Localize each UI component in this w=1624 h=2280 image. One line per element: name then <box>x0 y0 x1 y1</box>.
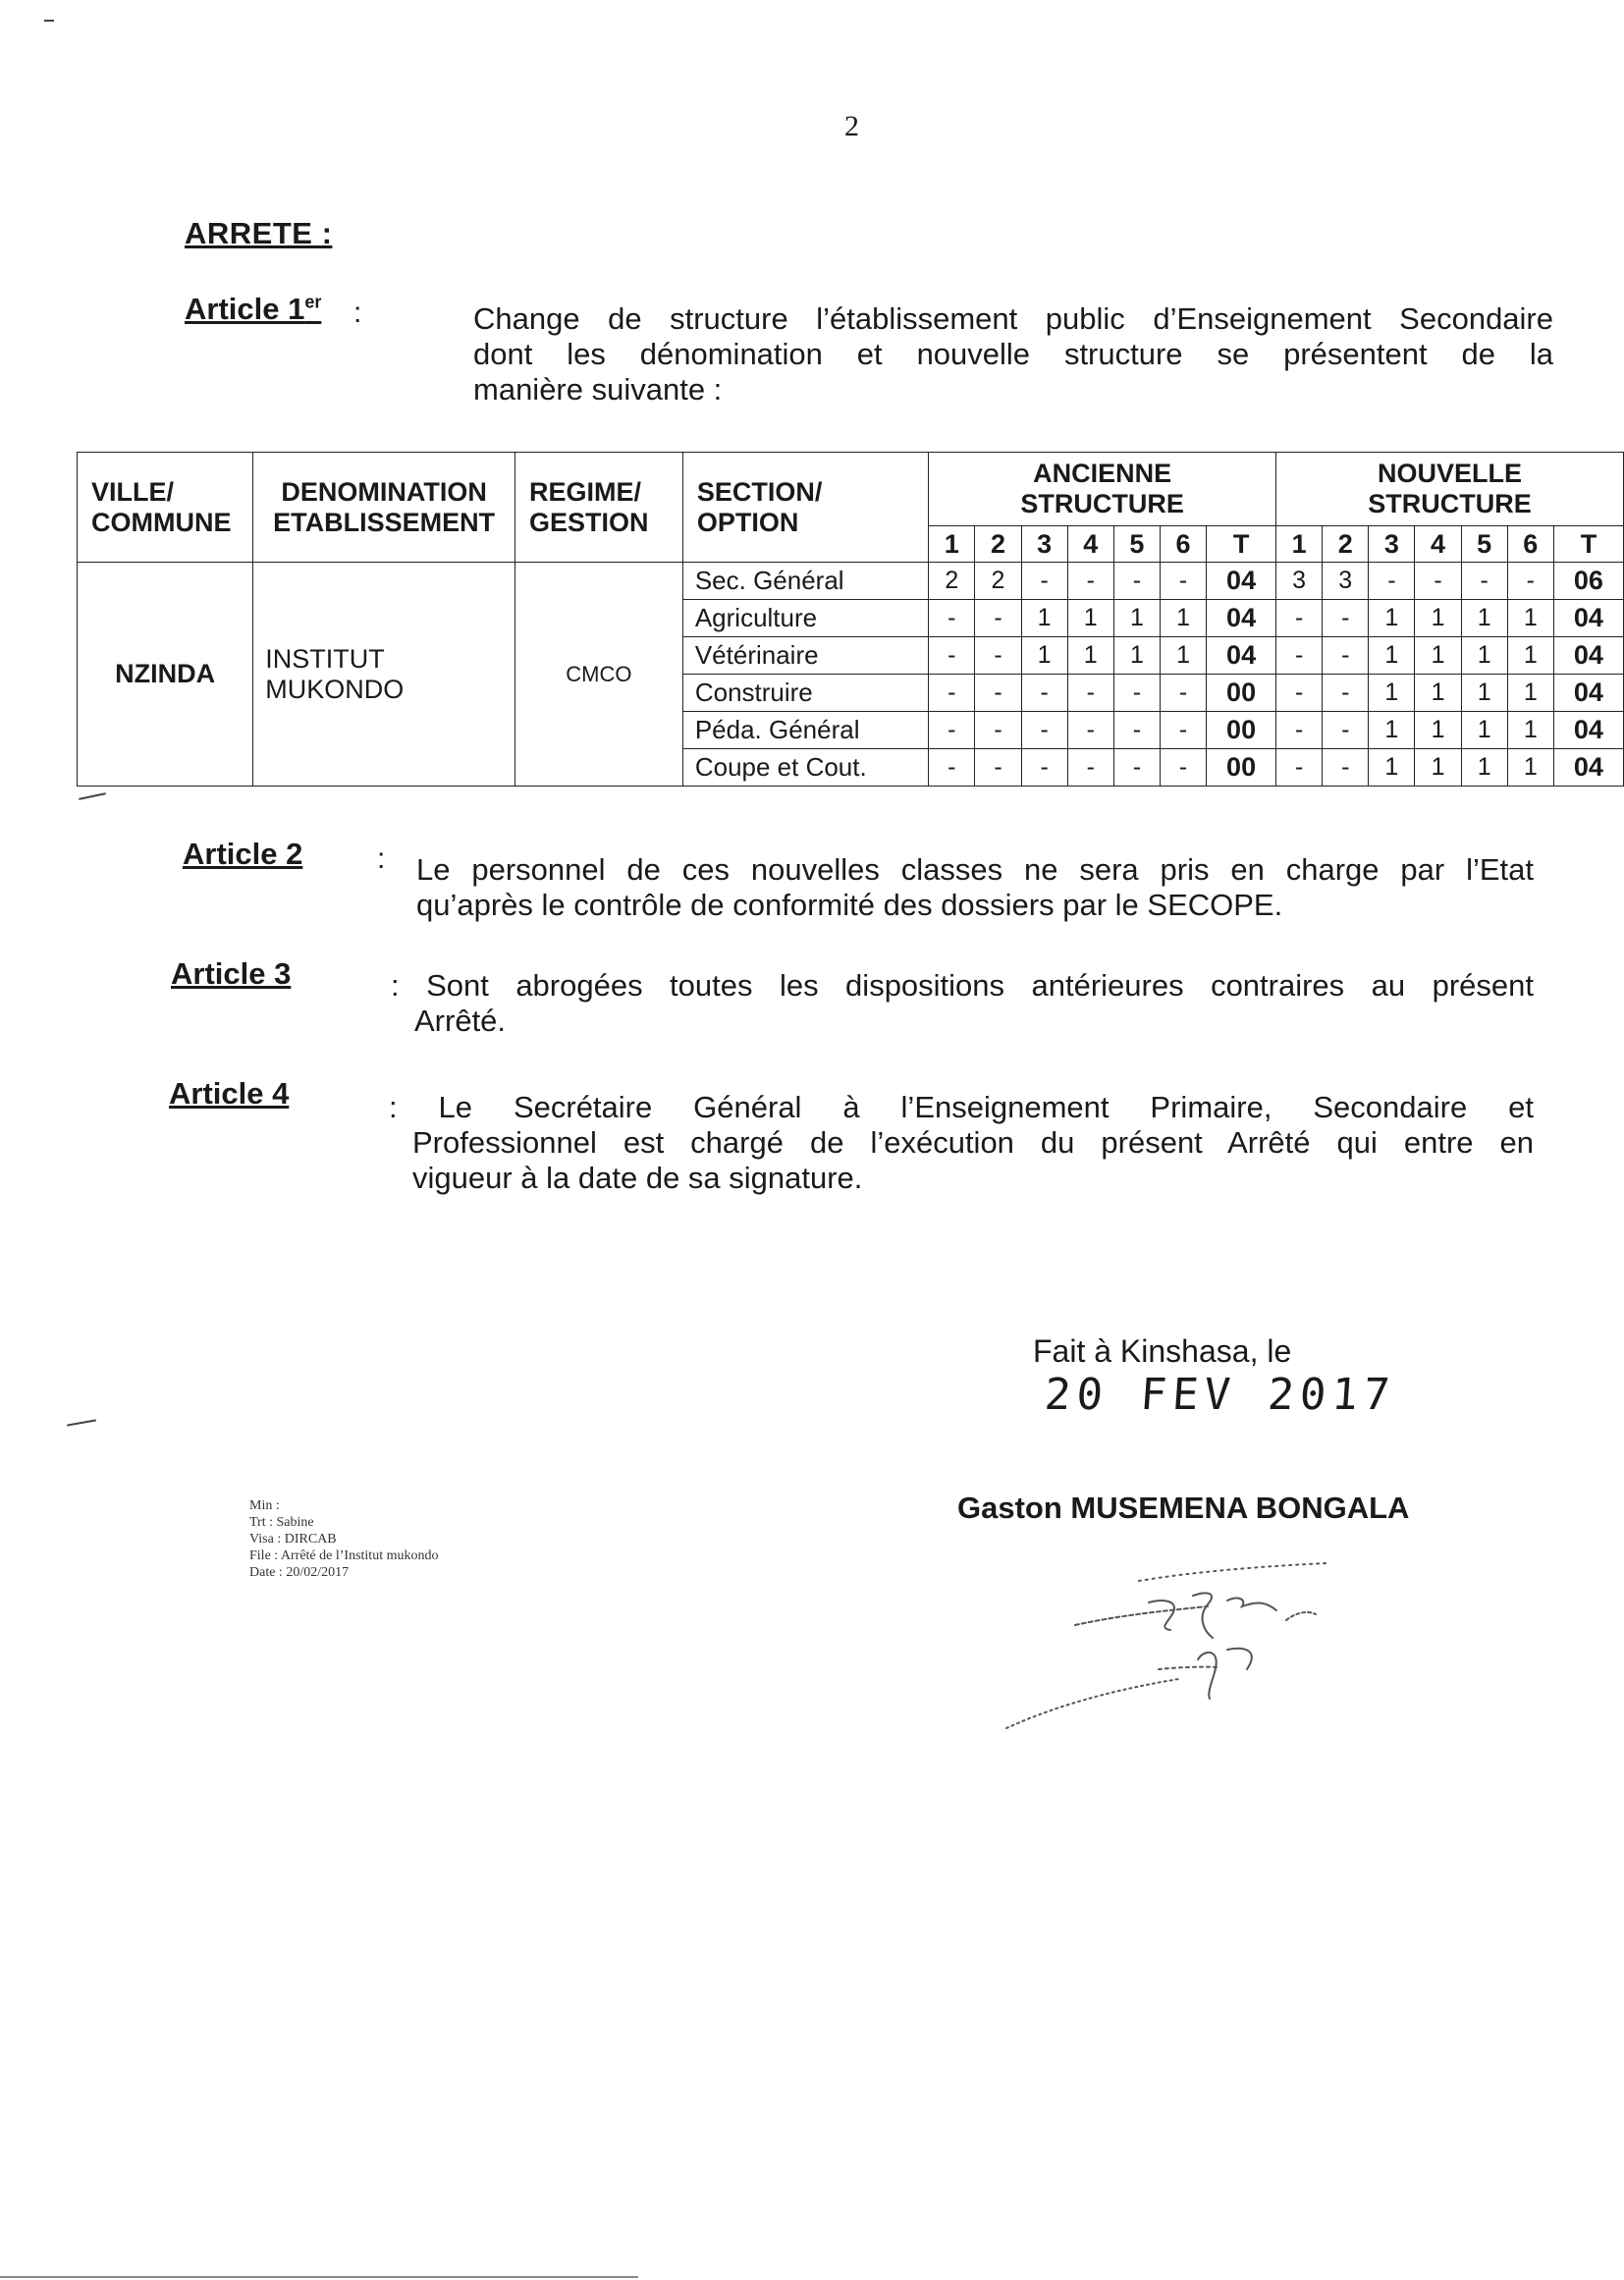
scan-mark <box>67 1419 96 1426</box>
article-4-line: Professionnel est chargé de l’exécution du présent Arrêté qui entre en <box>412 1125 1534 1160</box>
ancienne-total-cell: 00 <box>1207 712 1276 749</box>
ancienne-count-cell: - <box>975 712 1021 749</box>
header-denomination <box>253 453 515 563</box>
header-text: NOUVELLE <box>1378 459 1523 489</box>
column-number: 1 <box>1276 526 1323 563</box>
ancienne-count-cell: 1 <box>1021 600 1067 637</box>
nouvelle-count-cell: - <box>1323 600 1369 637</box>
nouvelle-count-cell: - <box>1323 712 1369 749</box>
article-3-label: Article 3 <box>171 956 292 991</box>
article-1-line: Change de structure l’établissement public d’Enseignement Secondaire <box>473 301 1553 336</box>
option-cell: Vétérinaire <box>682 637 928 675</box>
meta-line: Trt : Sabine <box>249 1515 314 1530</box>
page-number: 2 <box>844 110 859 142</box>
structure-table-wrapper <box>77 452 1624 787</box>
nouvelle-count-cell: 1 <box>1369 712 1415 749</box>
header-text: VILLE/ <box>91 476 175 507</box>
nouvelle-count-cell: - <box>1369 563 1415 600</box>
article-4-text <box>389 1090 1534 1196</box>
scan-mark <box>44 20 54 22</box>
header-ville-commune <box>78 453 253 563</box>
ancienne-total-cell: 04 <box>1207 600 1276 637</box>
nouvelle-count-cell: - <box>1323 749 1369 787</box>
ancienne-count-cell: - <box>975 637 1021 675</box>
nouvelle-count-cell: 1 <box>1507 749 1553 787</box>
nouvelle-count-cell: 1 <box>1369 749 1415 787</box>
header-text: REGIME/ <box>528 476 641 507</box>
document-meta <box>249 1497 438 1581</box>
nouvelle-total-cell: 06 <box>1553 563 1623 600</box>
bottom-rule <box>0 2276 638 2278</box>
article-3-line: : Sont abrogées toutes les dispositions antérieures contraires au présent <box>391 968 1534 1003</box>
nouvelle-count-cell: 1 <box>1507 675 1553 712</box>
nouvelle-count-cell: 1 <box>1461 712 1507 749</box>
nouvelle-count-cell: 1 <box>1461 749 1507 787</box>
column-number: 3 <box>1369 526 1415 563</box>
column-number: 6 <box>1507 526 1553 563</box>
meta-line: Date : 20/02/2017 <box>249 1565 350 1580</box>
ancienne-count-cell: 1 <box>1067 637 1113 675</box>
article-1-superscript: er <box>304 292 322 312</box>
article-2-label: Article 2 <box>183 837 303 871</box>
ancienne-count-cell: - <box>1021 749 1067 787</box>
ancienne-count-cell: - <box>1067 675 1113 712</box>
column-total: T <box>1207 526 1276 563</box>
ancienne-count-cell: 1 <box>1113 600 1160 637</box>
ancienne-count-cell: 2 <box>929 563 975 600</box>
option-cell: Péda. Général <box>682 712 928 749</box>
article-1-label <box>185 292 321 327</box>
ancienne-count-cell: - <box>1113 712 1160 749</box>
meta-line: Min : <box>249 1498 280 1513</box>
ville-cell: NZINDA <box>78 563 253 787</box>
header-text: ANCIENNE <box>1033 459 1172 489</box>
nouvelle-total-cell: 04 <box>1553 637 1623 675</box>
ancienne-count-cell: - <box>1113 675 1160 712</box>
column-number: 4 <box>1415 526 1461 563</box>
column-number: 4 <box>1067 526 1113 563</box>
header-regime-gestion <box>514 453 682 563</box>
option-cell: Sec. Général <box>682 563 928 600</box>
nouvelle-count-cell: 1 <box>1461 600 1507 637</box>
column-total: T <box>1553 526 1623 563</box>
ancienne-count-cell: - <box>1021 675 1067 712</box>
article-3-line: Arrêté. <box>414 1004 507 1038</box>
article-4-label: Article 4 <box>169 1076 290 1111</box>
ancienne-count-cell: - <box>1160 749 1206 787</box>
nouvelle-count-cell: 1 <box>1415 712 1461 749</box>
article-1-line: manière suivante : <box>473 372 723 407</box>
ancienne-count-cell: - <box>975 600 1021 637</box>
option-cell: Construire <box>682 675 928 712</box>
ancienne-count-cell: - <box>929 675 975 712</box>
decree-heading: ARRETE : <box>185 216 333 250</box>
handwritten-date: 20 FEV 2017 <box>1043 1370 1398 1420</box>
nouvelle-count-cell: 1 <box>1369 675 1415 712</box>
header-text: SECTION/ <box>696 476 823 507</box>
nouvelle-count-cell: 3 <box>1323 563 1369 600</box>
table-body <box>78 563 1624 787</box>
nouvelle-count-cell: 1 <box>1415 637 1461 675</box>
nouvelle-count-cell: - <box>1276 749 1323 787</box>
ancienne-count-cell: - <box>1113 563 1160 600</box>
nouvelle-count-cell: 1 <box>1507 637 1553 675</box>
nouvelle-count-cell: 1 <box>1369 600 1415 637</box>
signer-name: Gaston MUSEMENA BONGALA <box>957 1491 1410 1525</box>
option-cell: Coupe et Cout. <box>682 749 928 787</box>
article-2-text <box>416 852 1534 923</box>
denomination-line: MUKONDO <box>265 674 405 704</box>
article-3-text <box>391 968 1534 1039</box>
ancienne-count-cell: - <box>1160 712 1206 749</box>
ancienne-total-cell: 00 <box>1207 749 1276 787</box>
article-2-colon: : <box>377 842 386 875</box>
nouvelle-count-cell: 1 <box>1369 637 1415 675</box>
nouvelle-count-cell: 1 <box>1415 675 1461 712</box>
article-1-text <box>473 301 1553 407</box>
nouvelle-total-cell: 04 <box>1553 712 1623 749</box>
header-text: OPTION <box>696 507 799 537</box>
ancienne-count-cell: - <box>929 712 975 749</box>
regime-cell: CMCO <box>514 563 682 787</box>
nouvelle-count-cell: 1 <box>1461 675 1507 712</box>
nouvelle-count-cell: - <box>1507 563 1553 600</box>
article-1-line: dont les dénomination et nouvelle structure se présentent de la <box>473 337 1553 371</box>
ancienne-total-cell: 00 <box>1207 675 1276 712</box>
nouvelle-count-cell: 1 <box>1507 712 1553 749</box>
nouvelle-count-cell: - <box>1323 637 1369 675</box>
nouvelle-count-cell: - <box>1461 563 1507 600</box>
meta-line: Visa : DIRCAB <box>249 1532 337 1547</box>
header-text: STRUCTURE <box>1020 489 1184 519</box>
ancienne-count-cell: - <box>975 749 1021 787</box>
ancienne-count-cell: - <box>1113 749 1160 787</box>
ancienne-count-cell: - <box>929 600 975 637</box>
ancienne-count-cell: - <box>929 637 975 675</box>
ancienne-count-cell: - <box>1067 563 1113 600</box>
nouvelle-count-cell: 1 <box>1415 749 1461 787</box>
nouvelle-count-cell: 3 <box>1276 563 1323 600</box>
header-section-option <box>682 453 928 563</box>
ancienne-count-cell: - <box>975 675 1021 712</box>
nouvelle-count-cell: - <box>1415 563 1461 600</box>
header-ancienne-structure <box>929 453 1276 526</box>
nouvelle-count-cell: - <box>1323 675 1369 712</box>
ancienne-count-cell: - <box>1160 675 1206 712</box>
nouvelle-count-cell: - <box>1276 712 1323 749</box>
nouvelle-count-cell: - <box>1276 637 1323 675</box>
ancienne-count-cell: - <box>1067 712 1113 749</box>
place-text: Fait à Kinshasa, le <box>1033 1333 1292 1369</box>
nouvelle-count-cell: 1 <box>1415 600 1461 637</box>
ancienne-count-cell: - <box>1160 563 1206 600</box>
article-4-line: : Le Secrétaire Général à l’Enseignement Primaire, Secondaire et <box>389 1090 1534 1124</box>
ancienne-count-cell: - <box>1067 749 1113 787</box>
column-number: 2 <box>1323 526 1369 563</box>
nouvelle-count-cell: 1 <box>1461 637 1507 675</box>
ancienne-total-cell: 04 <box>1207 563 1276 600</box>
article-1-label-text: Article 1 <box>185 292 305 326</box>
column-number: 6 <box>1160 526 1206 563</box>
scan-mark <box>79 792 106 800</box>
nouvelle-total-cell: 04 <box>1553 749 1623 787</box>
nouvelle-count-cell: - <box>1276 675 1323 712</box>
header-nouvelle-structure <box>1276 453 1624 526</box>
header-text: STRUCTURE <box>1368 489 1532 519</box>
ancienne-count-cell: 1 <box>1113 637 1160 675</box>
nouvelle-count-cell: 1 <box>1507 600 1553 637</box>
denomination-cell <box>253 563 515 787</box>
ancienne-count-cell: 1 <box>1021 637 1067 675</box>
ancienne-count-cell: - <box>1021 712 1067 749</box>
structure-table <box>77 452 1624 787</box>
ancienne-count-cell: - <box>1021 563 1067 600</box>
article-2-line: qu’après le contrôle de conformité des dossiers par le SECOPE. <box>416 888 1283 922</box>
column-number: 2 <box>975 526 1021 563</box>
column-number: 5 <box>1461 526 1507 563</box>
ancienne-count-cell: 1 <box>1160 637 1206 675</box>
header-text: DENOMINATION <box>281 476 487 507</box>
header-text: COMMUNE <box>91 507 232 537</box>
signature-image <box>1001 1542 1414 1738</box>
meta-line: File : Arrêté de l’Institut mukondo <box>249 1548 439 1563</box>
place-and-date <box>1033 1333 1624 1420</box>
header-text: GESTION <box>528 507 649 537</box>
option-cell: Agriculture <box>682 600 928 637</box>
ancienne-count-cell: - <box>929 749 975 787</box>
column-number: 3 <box>1021 526 1067 563</box>
nouvelle-total-cell: 04 <box>1553 600 1623 637</box>
ancienne-count-cell: 1 <box>1067 600 1113 637</box>
nouvelle-total-cell: 04 <box>1553 675 1623 712</box>
nouvelle-count-cell: - <box>1276 600 1323 637</box>
article-4-line: vigueur à la date de sa signature. <box>412 1161 863 1195</box>
column-number: 1 <box>929 526 975 563</box>
column-number: 5 <box>1113 526 1160 563</box>
ancienne-total-cell: 04 <box>1207 637 1276 675</box>
article-1-colon: : <box>353 297 362 329</box>
article-2-line: Le personnel de ces nouvelles classes ne sera pris en charge par l’Etat <box>416 852 1534 887</box>
denomination-line: INSTITUT <box>265 643 385 674</box>
ancienne-count-cell: 1 <box>1160 600 1206 637</box>
table-row <box>78 563 1624 600</box>
ancienne-count-cell: 2 <box>975 563 1021 600</box>
header-text: ETABLISSEMENT <box>273 507 496 537</box>
